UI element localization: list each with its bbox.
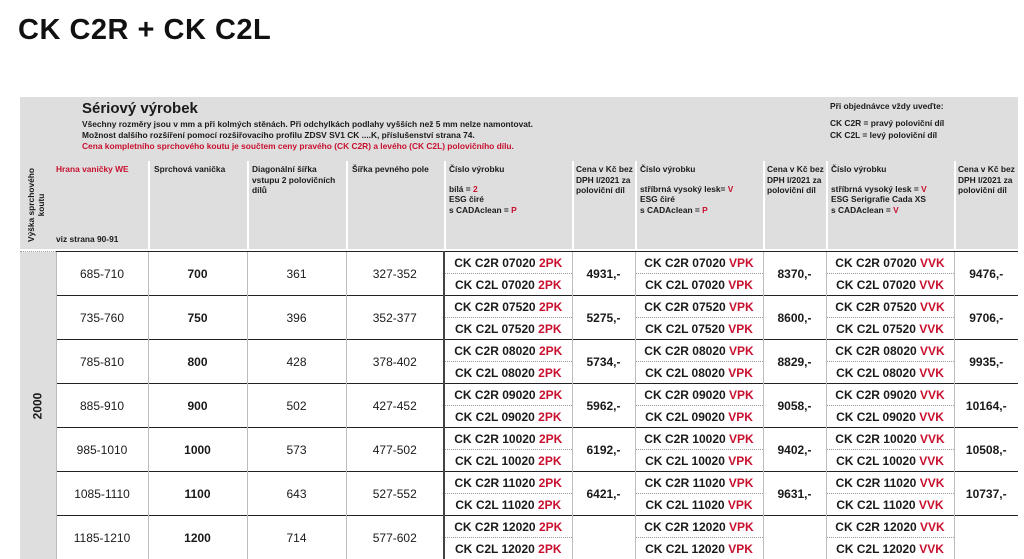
- price-cell: 4931,-: [572, 252, 635, 296]
- product-code-r: CK C2R 12020 VVK: [826, 516, 954, 538]
- product-code-r: CK C2R 11020 2PK: [444, 472, 572, 494]
- order-title: Při objednávce vždy uveďte:: [830, 100, 944, 112]
- price-cell: 5275,-: [572, 296, 635, 340]
- price-cell: 9935,-: [954, 340, 1018, 384]
- price-cell: 9476,-: [954, 252, 1018, 296]
- col-price1-header: Cena v Kč bez DPH I/2021 za poloviční díl: [576, 164, 634, 196]
- fixed-cell: 427-452: [346, 384, 444, 428]
- diag-cell: 714: [247, 516, 346, 559]
- price-cell: [763, 516, 826, 559]
- col-code1-header: [449, 164, 569, 215]
- product-code-l: CK C2L 09020 2PK: [444, 406, 572, 428]
- product-code-l: CK C2L 12020 VVK: [826, 538, 954, 559]
- price-cell: 10737,-: [954, 472, 1018, 516]
- product-code-l: CK C2L 08020 VPK: [635, 362, 763, 384]
- col-diag-header: Diagonální šířka vstupu 2 polovičních dílů: [252, 164, 344, 196]
- product-code-r: CK C2R 07520 VPK: [635, 296, 763, 318]
- product-code-r: CK C2R 07020 VPK: [635, 252, 763, 274]
- product-code-r: CK C2R 09020 VPK: [635, 384, 763, 406]
- g3-l1: stříbrná vysoký lesk =: [831, 184, 921, 194]
- code-title: Číslo výrobku: [831, 164, 955, 175]
- fixed-cell: 327-352: [346, 252, 444, 296]
- col-height-header: Výška sprchového koutu: [26, 165, 46, 245]
- price-cell: 6192,-: [572, 428, 635, 472]
- order-info: [830, 100, 944, 141]
- diag-cell: 361: [247, 252, 346, 296]
- edge-cell: 985-1010: [56, 428, 148, 472]
- table-row: [20, 472, 1018, 494]
- product-code-r: CK C2R 08020 VPK: [635, 340, 763, 362]
- g3-l3: s CADAclean =: [831, 205, 893, 215]
- g3-l1v: V: [921, 184, 927, 194]
- edge-label: Hrana vaničky WE: [56, 164, 144, 175]
- col-code2-header: [640, 164, 766, 215]
- product-code-l: CK C2L 07520 2PK: [444, 318, 572, 340]
- price-cell: 6421,-: [572, 472, 635, 516]
- edge-cell: 685-710: [56, 252, 148, 296]
- g3-l3v: V: [893, 205, 899, 215]
- product-code-r: CK C2R 08020 VVK: [826, 340, 954, 362]
- product-code-l: CK C2L 07020 VPK: [635, 274, 763, 296]
- page-title: CK C2R + CK C2L: [18, 14, 271, 47]
- code-title: Číslo výrobku: [449, 164, 569, 175]
- g3-l2: ESG Serigrafie Cada XS: [831, 194, 955, 205]
- series-label: Sériový výrobek: [82, 100, 198, 117]
- col-code3-header: [831, 164, 955, 215]
- notes: [82, 119, 533, 152]
- tray-cell: 700: [148, 252, 247, 296]
- tray-cell: 900: [148, 384, 247, 428]
- diag-cell: 502: [247, 384, 346, 428]
- table-row: [20, 428, 1018, 450]
- fixed-cell: 477-502: [346, 428, 444, 472]
- column-headers: [20, 161, 1018, 249]
- tray-cell: 800: [148, 340, 247, 384]
- product-code-l: CK C2L 10020 2PK: [444, 450, 572, 472]
- price-cell: 8370,-: [763, 252, 826, 296]
- price-cell: 8829,-: [763, 340, 826, 384]
- product-code-r: CK C2R 11020 VVK: [826, 472, 954, 494]
- product-code-r: CK C2R 07520 2PK: [444, 296, 572, 318]
- product-code-l: CK C2L 11020 VPK: [635, 494, 763, 516]
- product-code-r: CK C2R 07520 VVK: [826, 296, 954, 318]
- table-row: [20, 340, 1018, 362]
- product-code-r: CK C2R 10020 VPK: [635, 428, 763, 450]
- product-code-l: CK C2L 07520 VPK: [635, 318, 763, 340]
- product-code-r: CK C2R 12020 2PK: [444, 516, 572, 538]
- g2-l3: s CADAclean =: [640, 205, 702, 215]
- edge-cell: 1185-1210: [56, 516, 148, 559]
- g2-l1: stříbrná vysoký lesk=: [640, 184, 728, 194]
- tray-cell: 1000: [148, 428, 247, 472]
- price-cell: 9706,-: [954, 296, 1018, 340]
- price-cell: [572, 516, 635, 559]
- diag-cell: 643: [247, 472, 346, 516]
- col-price2-header: Cena v Kč bez DPH I/2021 za poloviční díl: [767, 164, 825, 196]
- edge-ref: viz strana 90-91: [56, 234, 156, 245]
- price-cell: 9631,-: [763, 472, 826, 516]
- product-code-l: CK C2L 11020 2PK: [444, 494, 572, 516]
- product-code-l: CK C2L 07020 2PK: [444, 274, 572, 296]
- price-cell: 8600,-: [763, 296, 826, 340]
- edge-cell: 785-810: [56, 340, 148, 384]
- info-header: [20, 97, 1018, 161]
- product-code-l: CK C2L 10020 VVK: [826, 450, 954, 472]
- product-code-r: CK C2R 07020 VVK: [826, 252, 954, 274]
- fixed-cell: 352-377: [346, 296, 444, 340]
- table-row: [20, 516, 1018, 538]
- product-code-r: CK C2R 10020 2PK: [444, 428, 572, 450]
- fixed-cell: 378-402: [346, 340, 444, 384]
- g1-l1v: 2: [473, 184, 478, 194]
- tray-cell: 1100: [148, 472, 247, 516]
- product-code-l: CK C2L 08020 2PK: [444, 362, 572, 384]
- edge-cell: 735-760: [56, 296, 148, 340]
- product-code-l: CK C2L 11020 VVK: [826, 494, 954, 516]
- product-code-r: CK C2R 10020 VVK: [826, 428, 954, 450]
- g1-l3: s CADAclean =: [449, 205, 511, 215]
- col-tray-header: Sprchová vanička: [154, 164, 244, 175]
- table-row: [20, 296, 1018, 318]
- edge-cell: 1085-1110: [56, 472, 148, 516]
- price-table: [20, 251, 1018, 559]
- col-fixed-header: Šířka pevného pole: [352, 164, 447, 175]
- order-line: CK C2L = levý poloviční díl: [830, 129, 944, 141]
- g1-l3v: P: [511, 205, 517, 215]
- price-cell: 9058,-: [763, 384, 826, 428]
- g2-l3v: P: [702, 205, 708, 215]
- product-code-r: CK C2R 09020 2PK: [444, 384, 572, 406]
- fixed-cell: 577-602: [346, 516, 444, 559]
- col-price3-header: Cena v Kč bez DPH I/2021 za poloviční díl: [958, 164, 1016, 196]
- height-cell: 2000: [20, 252, 56, 559]
- note-line: Možnost dalšího rozšíření pomocí rozšiřovacího profilu ZDSV SV1 CK ....K, příslušenství strana 74.: [82, 130, 533, 141]
- product-code-r: CK C2R 08020 2PK: [444, 340, 572, 362]
- product-code-l: CK C2L 12020 VPK: [635, 538, 763, 559]
- price-note: Cena kompletního sprchového koutu je součtem ceny pravého (CK C2R) a levého (CK C2L) polovičního dílu.: [82, 141, 533, 152]
- product-code-r: CK C2R 07020 2PK: [444, 252, 572, 274]
- g2-l1v: V: [728, 184, 734, 194]
- product-code-r: CK C2R 09020 VVK: [826, 384, 954, 406]
- price-cell: 10508,-: [954, 428, 1018, 472]
- note-line: Všechny rozměry jsou v mm a při kolmých stěnách. Při odchylkách podlahy vyšších než 5 mm nelze namontovat.: [82, 119, 533, 130]
- table-row: [20, 252, 1018, 274]
- price-cell: 10164,-: [954, 384, 1018, 428]
- product-code-r: CK C2R 11020 VPK: [635, 472, 763, 494]
- price-cell: [954, 516, 1018, 559]
- price-cell: 5734,-: [572, 340, 635, 384]
- table-row: [20, 384, 1018, 406]
- product-code-r: CK C2R 12020 VPK: [635, 516, 763, 538]
- g1-l1: bílá =: [449, 184, 473, 194]
- order-line: CK C2R = pravý poloviční díl: [830, 117, 944, 129]
- price-cell: 5962,-: [572, 384, 635, 428]
- product-code-l: CK C2L 09020 VVK: [826, 406, 954, 428]
- col-edge-header: [56, 164, 144, 175]
- product-code-l: CK C2L 08020 VVK: [826, 362, 954, 384]
- fixed-cell: 527-552: [346, 472, 444, 516]
- product-code-l: CK C2L 10020 VPK: [635, 450, 763, 472]
- tray-cell: 1200: [148, 516, 247, 559]
- price-cell: 9402,-: [763, 428, 826, 472]
- product-code-l: CK C2L 07520 VVK: [826, 318, 954, 340]
- tray-cell: 750: [148, 296, 247, 340]
- g1-l2: ESG čiré: [449, 194, 569, 205]
- code-title: Číslo výrobku: [640, 164, 766, 175]
- diag-cell: 573: [247, 428, 346, 472]
- product-code-l: CK C2L 09020 VPK: [635, 406, 763, 428]
- edge-cell: 885-910: [56, 384, 148, 428]
- g2-l2: ESG čiré: [640, 194, 766, 205]
- product-code-l: CK C2L 12020 2PK: [444, 538, 572, 559]
- diag-cell: 428: [247, 340, 346, 384]
- product-code-l: CK C2L 07020 VVK: [826, 274, 954, 296]
- diag-cell: 396: [247, 296, 346, 340]
